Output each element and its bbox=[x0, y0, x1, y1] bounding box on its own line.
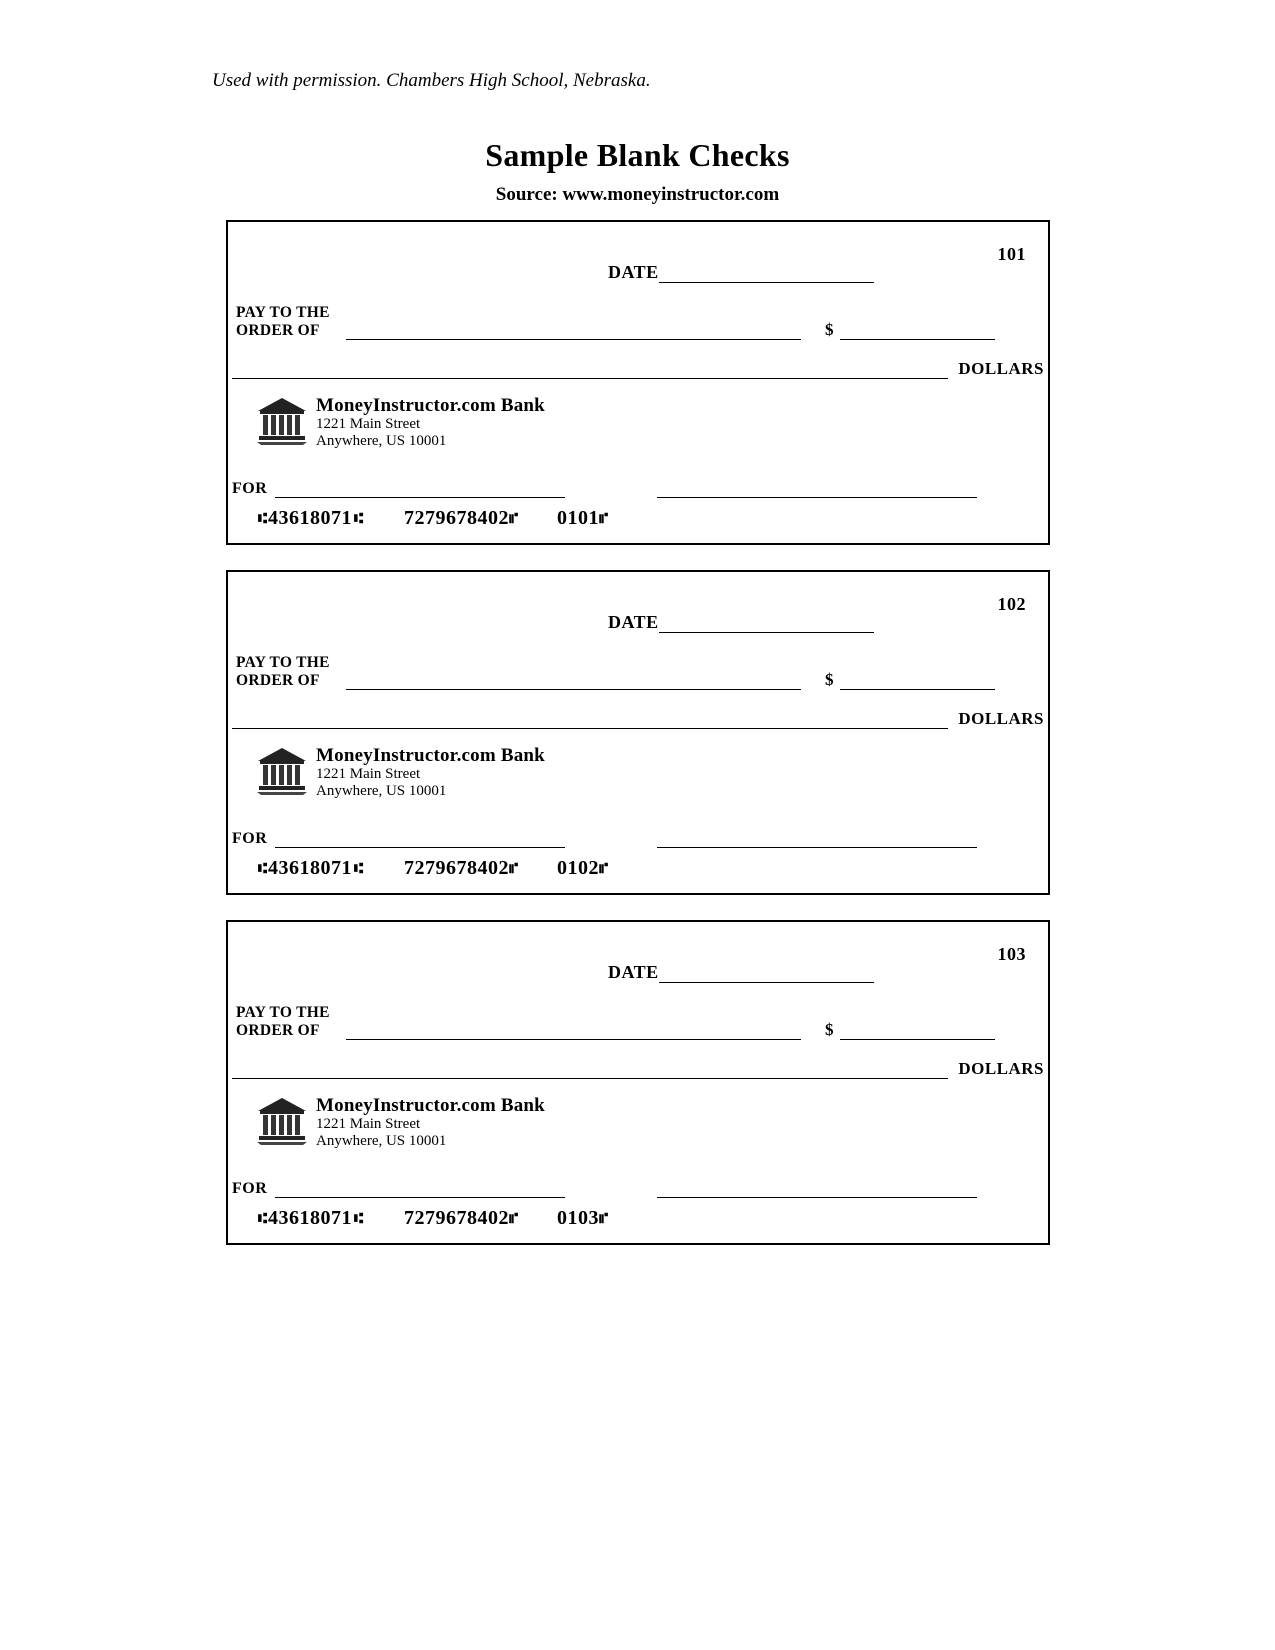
check-serial-number: 0103 bbox=[557, 1207, 600, 1229]
date-input-line[interactable] bbox=[659, 616, 874, 633]
check-form bbox=[226, 920, 1050, 1245]
bank-text bbox=[316, 744, 545, 800]
bank-name: MoneyInstructor.com Bank bbox=[316, 745, 545, 766]
amount-input-line[interactable] bbox=[840, 675, 995, 690]
written-amount-input-line[interactable] bbox=[232, 1064, 948, 1079]
memo-input-line[interactable] bbox=[275, 1183, 565, 1198]
payee-row bbox=[346, 670, 1036, 690]
written-amount-row bbox=[232, 1059, 1044, 1079]
bank-building-icon bbox=[256, 744, 308, 796]
account-number: 7279678402 bbox=[404, 1207, 510, 1229]
pay-to-the-order-of-label bbox=[236, 304, 356, 340]
bank-name: MoneyInstructor.com Bank bbox=[316, 395, 545, 416]
micr-line bbox=[258, 1207, 607, 1230]
date-input-line[interactable] bbox=[659, 266, 874, 283]
date-field-row bbox=[608, 612, 874, 633]
dollar-sign-label: $ bbox=[825, 1020, 834, 1039]
signature-input-line[interactable] bbox=[657, 833, 977, 848]
micr-close-symbol: ⑆ bbox=[354, 1209, 363, 1227]
pay-to-line1: PAY TO THE bbox=[236, 654, 330, 671]
pay-to-the-order-of-label bbox=[236, 1004, 356, 1040]
amount-input-line[interactable] bbox=[840, 1025, 995, 1040]
source-line: Source: www.moneyinstructor.com bbox=[495, 184, 780, 205]
dollar-sign-label: $ bbox=[825, 670, 834, 689]
memo-input-line[interactable] bbox=[275, 833, 565, 848]
check-number: 103 bbox=[997, 944, 1026, 964]
micr-account-symbol: ⑈ bbox=[509, 509, 518, 527]
for-label: FOR bbox=[232, 830, 268, 847]
bank-name: MoneyInstructor.com Bank bbox=[316, 1095, 545, 1116]
routing-number: 43618071 bbox=[268, 507, 353, 529]
bank-address-line1: 1221 Main Street bbox=[316, 1116, 421, 1132]
payee-input-line[interactable] bbox=[346, 675, 801, 690]
signature-input-line[interactable] bbox=[657, 1183, 977, 1198]
account-number: 7279678402 bbox=[404, 507, 510, 529]
pay-to-line1: PAY TO THE bbox=[236, 304, 330, 321]
memo-input-line[interactable] bbox=[275, 483, 565, 498]
micr-account-symbol: ⑈ bbox=[509, 1209, 518, 1227]
payee-input-line[interactable] bbox=[346, 325, 801, 340]
dollars-label: DOLLARS bbox=[958, 359, 1044, 378]
written-amount-row bbox=[232, 709, 1044, 729]
check-number: 101 bbox=[997, 244, 1026, 264]
check-serial-number: 0102 bbox=[557, 857, 600, 879]
routing-number: 43618071 bbox=[268, 857, 353, 879]
date-field-row bbox=[608, 262, 874, 283]
check-form bbox=[226, 570, 1050, 895]
micr-open-symbol: ⑆ bbox=[258, 859, 267, 877]
pay-to-line2: ORDER OF bbox=[236, 322, 320, 339]
memo-signature-row bbox=[232, 480, 1044, 498]
micr-serial-symbol: ⑈ bbox=[599, 509, 608, 527]
written-amount-row bbox=[232, 359, 1044, 379]
signature-input-line[interactable] bbox=[657, 483, 977, 498]
pay-to-line2: ORDER OF bbox=[236, 1022, 320, 1039]
payee-row bbox=[346, 1020, 1036, 1040]
bank-info bbox=[256, 1094, 545, 1150]
pay-to-line1: PAY TO THE bbox=[236, 1004, 330, 1021]
bank-building-icon bbox=[256, 1094, 308, 1146]
for-label: FOR bbox=[232, 1180, 268, 1197]
bank-info bbox=[256, 394, 545, 450]
written-amount-input-line[interactable] bbox=[232, 714, 948, 729]
dollars-label: DOLLARS bbox=[958, 1059, 1044, 1078]
payee-input-line[interactable] bbox=[346, 1025, 801, 1040]
micr-line bbox=[258, 507, 607, 530]
check-number: 102 bbox=[997, 594, 1026, 614]
pay-to-line2: ORDER OF bbox=[236, 672, 320, 689]
pay-to-the-order-of-label bbox=[236, 654, 356, 690]
bank-building-icon bbox=[256, 394, 308, 446]
date-label: DATE bbox=[608, 962, 659, 982]
permission-note: Used with permission. Chambers High School, Nebraska. bbox=[212, 70, 651, 91]
micr-close-symbol: ⑆ bbox=[354, 859, 363, 877]
micr-close-symbol: ⑆ bbox=[354, 509, 363, 527]
date-field-row bbox=[608, 962, 874, 983]
micr-serial-symbol: ⑈ bbox=[599, 1209, 608, 1227]
checks-list bbox=[226, 220, 1050, 1270]
amount-input-line[interactable] bbox=[840, 325, 995, 340]
bank-address-line1: 1221 Main Street bbox=[316, 416, 421, 432]
bank-text bbox=[316, 1094, 545, 1150]
memo-signature-row bbox=[232, 830, 1044, 848]
memo-signature-row bbox=[232, 1180, 1044, 1198]
micr-serial-symbol: ⑈ bbox=[599, 859, 608, 877]
page-title: Sample Blank Checks bbox=[485, 137, 790, 173]
dollars-label: DOLLARS bbox=[958, 709, 1044, 728]
written-amount-input-line[interactable] bbox=[232, 364, 948, 379]
date-label: DATE bbox=[608, 612, 659, 632]
bank-info bbox=[256, 744, 545, 800]
bank-address-line2: Anywhere, US 10001 bbox=[316, 1133, 447, 1149]
bank-text bbox=[316, 394, 545, 450]
account-number: 7279678402 bbox=[404, 857, 510, 879]
payee-row bbox=[346, 320, 1036, 340]
micr-line bbox=[258, 857, 607, 880]
for-label: FOR bbox=[232, 480, 268, 497]
date-label: DATE bbox=[608, 262, 659, 282]
bank-address-line2: Anywhere, US 10001 bbox=[316, 783, 447, 799]
date-input-line[interactable] bbox=[659, 966, 874, 983]
micr-account-symbol: ⑈ bbox=[509, 859, 518, 877]
micr-open-symbol: ⑆ bbox=[258, 509, 267, 527]
check-form bbox=[226, 220, 1050, 545]
bank-address-line1: 1221 Main Street bbox=[316, 766, 421, 782]
bank-address-line2: Anywhere, US 10001 bbox=[316, 433, 447, 449]
check-serial-number: 0101 bbox=[557, 507, 600, 529]
micr-open-symbol: ⑆ bbox=[258, 1209, 267, 1227]
routing-number: 43618071 bbox=[268, 1207, 353, 1229]
dollar-sign-label: $ bbox=[825, 320, 834, 339]
